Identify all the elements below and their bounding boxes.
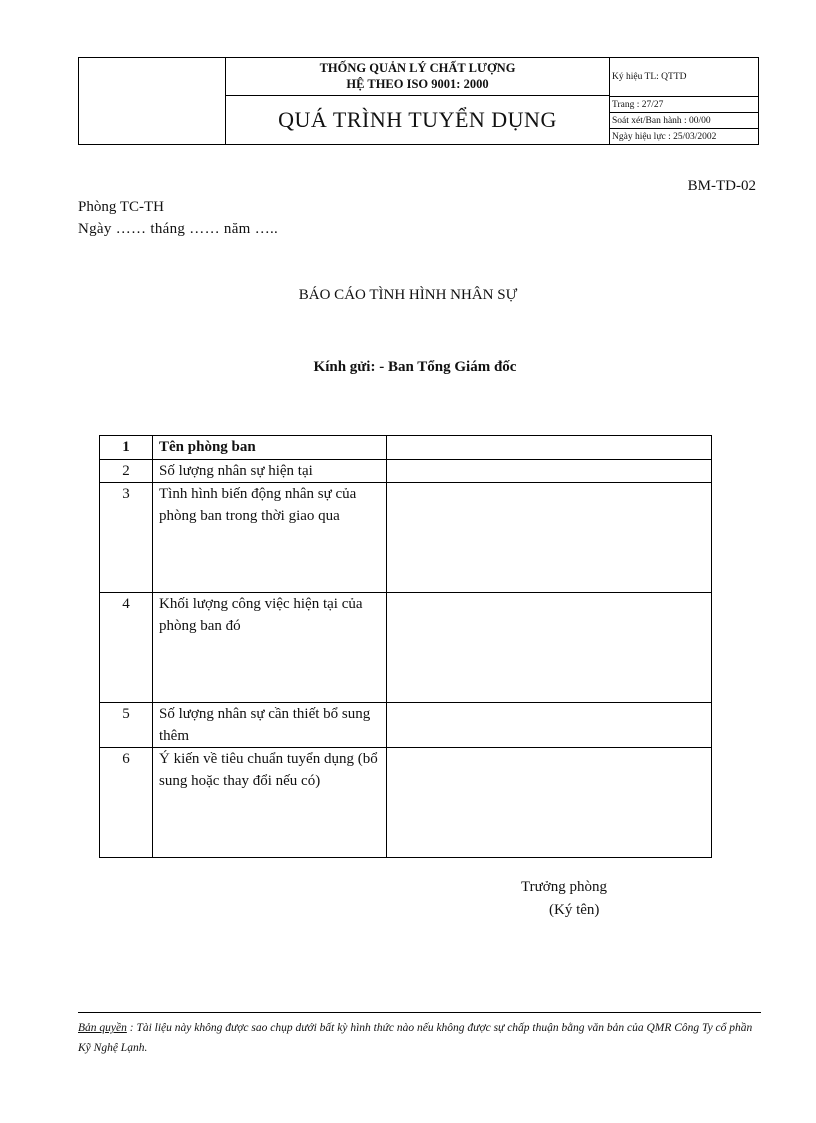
form-code: BM-TD-02 [687, 178, 756, 194]
row-label: Khối lượng công việc hiện tại của phòng ban đó [153, 593, 387, 703]
row-number: 6 [100, 748, 153, 858]
revision: Soát xét/Ban hành : 00/00 [610, 113, 758, 129]
copyright-footer [78, 1018, 761, 1058]
effective-date: Ngày hiệu lực : 25/03/2002 [612, 131, 717, 142]
row-number: 2 [100, 460, 153, 483]
table-row [100, 703, 712, 748]
process-title: QUÁ TRÌNH TUYỂN DỤNG [278, 107, 557, 132]
addressee: Kính gửi: - Ban Tổng Giám đốc [313, 359, 517, 375]
logo-cell [79, 58, 226, 144]
row-value[interactable] [387, 748, 712, 858]
report-table [99, 435, 712, 858]
row-number: 5 [100, 703, 153, 748]
row-label: Tên phòng ban [153, 436, 387, 460]
row-value[interactable] [387, 593, 712, 703]
row-number: 1 [100, 436, 153, 460]
row-number: 4 [100, 593, 153, 703]
footer-divider [78, 1012, 761, 1013]
system-line-1: THỐNG QUẢN LÝ CHẤT LƯỢNG [319, 61, 516, 75]
copyright-label: Bản quyền [78, 1022, 127, 1034]
signature-title: Trưởng phòng [521, 879, 607, 895]
table-row [100, 483, 712, 593]
report-title: BÁO CÁO TÌNH HÌNH NHÂN SỰ [298, 287, 518, 303]
header-middle [226, 58, 610, 144]
row-label: Số lượng nhân sự hiện tại [153, 460, 387, 483]
row-value[interactable] [387, 703, 712, 748]
row-value[interactable] [387, 436, 712, 460]
table-row [100, 593, 712, 703]
header-meta [610, 58, 758, 144]
doc-code: Ký hiệu TL: QTTD [610, 58, 758, 97]
copyright-text: : Tài liệu này không được sao chụp dưới bất kỳ hình thức nào nếu không được sự chấp thuận bằng văn bản của QMR Công Ty cổ phần Kỹ Nghệ Lạnh. [78, 1022, 753, 1054]
row-value[interactable] [387, 460, 712, 483]
row-label: Tình hình biến động nhân sự của phòng ban trong thời giao qua [153, 483, 387, 593]
row-label: Số lượng nhân sự cần thiết bổ sung thêm [153, 703, 387, 748]
row-number: 3 [100, 483, 153, 593]
system-line-2: HỆ THEO ISO 9001: 2000 [346, 77, 489, 91]
table-row [100, 436, 712, 460]
table-row [100, 460, 712, 483]
date-line: Ngày …… tháng …… năm ….. [78, 221, 279, 237]
signature-note: (Ký tên) [549, 902, 600, 918]
row-value[interactable] [387, 483, 712, 593]
page-number: Trang : 27/27 [610, 97, 758, 113]
quality-system-title [226, 58, 609, 96]
table-row [100, 748, 712, 858]
row-label: Ý kiến về tiêu chuẩn tuyển dụng (bổ sung hoặc thay đổi nếu có) [153, 748, 387, 858]
document-header [78, 57, 759, 145]
department: Phòng TC-TH [78, 199, 164, 215]
